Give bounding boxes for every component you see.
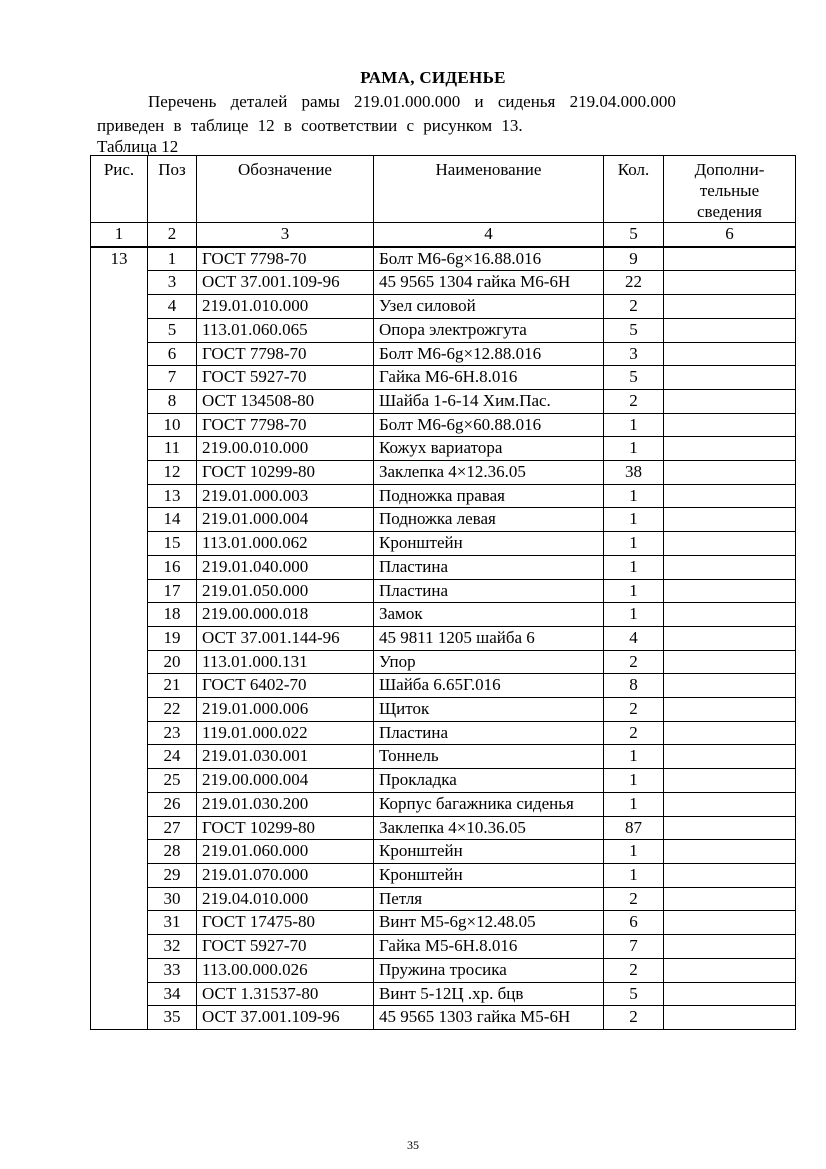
cell-code: ГОСТ 7798-70 [197, 342, 374, 366]
cell-code: 113.00.000.026 [197, 958, 374, 982]
cell-name: Кронштейн [374, 840, 604, 864]
cell-qty: 2 [604, 721, 664, 745]
cell-pos: 15 [148, 532, 197, 556]
cell-name: Кронштейн [374, 532, 604, 556]
header-pos: Поз [148, 156, 197, 223]
table-caption: Таблица 12 [97, 137, 179, 156]
header-fig: Рис. [91, 156, 148, 223]
cell-name: Заклепка 4×10.36.05 [374, 816, 604, 840]
cell-extra [664, 792, 796, 816]
cell-name: Подножка правая [374, 484, 604, 508]
cell-code: ОСТ 134508-80 [197, 389, 374, 413]
cell-name: Подножка левая [374, 508, 604, 532]
cell-code: ГОСТ 10299-80 [197, 461, 374, 485]
cell-qty: 2 [604, 389, 664, 413]
cell-code: 113.01.000.062 [197, 532, 374, 556]
cell-qty: 5 [604, 366, 664, 390]
cell-pos: 1 [148, 247, 197, 271]
cell-extra [664, 982, 796, 1006]
cell-extra [664, 247, 796, 271]
cell-extra [664, 887, 796, 911]
cell-qty: 1 [604, 603, 664, 627]
cell-name: Тоннель [374, 745, 604, 769]
table-row [91, 318, 796, 342]
cell-extra [664, 484, 796, 508]
cell-qty: 1 [604, 413, 664, 437]
cell-pos: 23 [148, 721, 197, 745]
table-row [91, 271, 796, 295]
table-row [91, 413, 796, 437]
cell-extra [664, 721, 796, 745]
cell-name: 45 9565 1303 гайка М5-6Н [374, 1006, 604, 1030]
column-number-row [91, 223, 796, 247]
page-number: 35 [407, 1138, 419, 1152]
cell-qty: 2 [604, 650, 664, 674]
cell-qty: 3 [604, 342, 664, 366]
cell-name: 45 9811 1205 шайба 6 [374, 626, 604, 650]
cell-extra [664, 674, 796, 698]
cell-pos: 28 [148, 840, 197, 864]
table-row [91, 555, 796, 579]
cell-code: 119.01.000.022 [197, 721, 374, 745]
cell-qty: 6 [604, 911, 664, 935]
cell-name: Болт М6-6g×12.88.016 [374, 342, 604, 366]
table-row [91, 816, 796, 840]
cell-pos: 20 [148, 650, 197, 674]
cell-extra [664, 366, 796, 390]
cell-name: Пластина [374, 555, 604, 579]
table-row [91, 769, 796, 793]
cell-qty: 1 [604, 555, 664, 579]
table-row [91, 745, 796, 769]
cell-qty: 1 [604, 745, 664, 769]
cell-qty: 1 [604, 532, 664, 556]
table-row [91, 508, 796, 532]
parts-table [90, 155, 796, 1030]
table-row [91, 366, 796, 390]
cell-code: 219.01.060.000 [197, 840, 374, 864]
column-number: 3 [197, 223, 374, 247]
cell-extra [664, 461, 796, 485]
cell-code: 219.00.000.004 [197, 769, 374, 793]
cell-qty: 2 [604, 1006, 664, 1030]
cell-pos: 25 [148, 769, 197, 793]
cell-qty: 1 [604, 769, 664, 793]
cell-extra [664, 389, 796, 413]
cell-code: 113.01.060.065 [197, 318, 374, 342]
cell-code: ОСТ 1.31537-80 [197, 982, 374, 1006]
cell-code: 219.04.010.000 [197, 887, 374, 911]
table-row [91, 603, 796, 627]
cell-pos: 14 [148, 508, 197, 532]
cell-qty: 1 [604, 437, 664, 461]
cell-name: Петля [374, 887, 604, 911]
cell-name: Шайба 6.65Г.016 [374, 674, 604, 698]
cell-code: 219.01.030.001 [197, 745, 374, 769]
cell-pos: 10 [148, 413, 197, 437]
cell-name: Упор [374, 650, 604, 674]
cell-name: 45 9565 1304 гайка М6-6Н [374, 271, 604, 295]
column-number: 5 [604, 223, 664, 247]
table-row [91, 792, 796, 816]
cell-qty: 1 [604, 863, 664, 887]
cell-pos: 27 [148, 816, 197, 840]
cell-qty: 87 [604, 816, 664, 840]
cell-extra [664, 342, 796, 366]
cell-extra [664, 863, 796, 887]
cell-name: Узел силовой [374, 295, 604, 319]
cell-pos: 29 [148, 863, 197, 887]
cell-pos: 21 [148, 674, 197, 698]
table-row [91, 247, 796, 271]
table-row [91, 342, 796, 366]
cell-extra [664, 437, 796, 461]
header-code: Обозначение [197, 156, 374, 223]
cell-extra [664, 603, 796, 627]
cell-pos: 24 [148, 745, 197, 769]
column-number: 6 [664, 223, 796, 247]
table-row [91, 982, 796, 1006]
cell-name: Заклепка 4×12.36.05 [374, 461, 604, 485]
table-row [91, 911, 796, 935]
cell-code: ГОСТ 5927-70 [197, 366, 374, 390]
cell-code: ОСТ 37.001.109-96 [197, 271, 374, 295]
cell-extra [664, 579, 796, 603]
cell-qty: 2 [604, 295, 664, 319]
cell-qty: 1 [604, 484, 664, 508]
cell-pos: 30 [148, 887, 197, 911]
cell-pos: 6 [148, 342, 197, 366]
cell-extra [664, 271, 796, 295]
cell-qty: 38 [604, 461, 664, 485]
cell-code: 113.01.000.131 [197, 650, 374, 674]
cell-pos: 31 [148, 911, 197, 935]
cell-pos: 33 [148, 958, 197, 982]
cell-extra [664, 650, 796, 674]
cell-qty: 4 [604, 626, 664, 650]
cell-code: ОСТ 37.001.109-96 [197, 1006, 374, 1030]
cell-name: Гайка М6-6Н.8.016 [374, 366, 604, 390]
cell-extra [664, 555, 796, 579]
cell-pos: 17 [148, 579, 197, 603]
cell-name: Кронштейн [374, 863, 604, 887]
cell-code: 219.00.000.018 [197, 603, 374, 627]
intro-line-2: приведен в таблице 12 в соответствии с рисунком 13. [97, 116, 523, 135]
cell-name: Прокладка [374, 769, 604, 793]
cell-extra [664, 745, 796, 769]
table-row [91, 437, 796, 461]
cell-figure: 13 [91, 247, 148, 1030]
cell-name: Гайка М5-6Н.8.016 [374, 935, 604, 959]
cell-extra [664, 295, 796, 319]
cell-qty: 8 [604, 674, 664, 698]
table-row [91, 532, 796, 556]
table-row [91, 461, 796, 485]
cell-code: ОСТ 37.001.144-96 [197, 626, 374, 650]
intro-line-1: Перечень деталей рамы 219.01.000.000 и сиденья 219.04.000.000 [148, 92, 676, 111]
cell-extra [664, 532, 796, 556]
column-number: 1 [91, 223, 148, 247]
table-row [91, 389, 796, 413]
cell-pos: 16 [148, 555, 197, 579]
cell-pos: 12 [148, 461, 197, 485]
cell-code: ГОСТ 7798-70 [197, 247, 374, 271]
cell-code: 219.01.000.004 [197, 508, 374, 532]
cell-pos: 8 [148, 389, 197, 413]
cell-qty: 22 [604, 271, 664, 295]
table-row [91, 626, 796, 650]
cell-code: 219.01.010.000 [197, 295, 374, 319]
cell-code: 219.01.000.006 [197, 698, 374, 722]
cell-qty: 1 [604, 579, 664, 603]
cell-qty: 1 [604, 840, 664, 864]
table-row [91, 721, 796, 745]
cell-name: Пластина [374, 721, 604, 745]
cell-code: 219.01.000.003 [197, 484, 374, 508]
cell-pos: 4 [148, 295, 197, 319]
table-row [91, 484, 796, 508]
table-row [91, 295, 796, 319]
cell-code: ГОСТ 6402-70 [197, 674, 374, 698]
cell-qty: 2 [604, 698, 664, 722]
cell-pos: 18 [148, 603, 197, 627]
cell-qty: 7 [604, 935, 664, 959]
cell-extra [664, 816, 796, 840]
cell-pos: 3 [148, 271, 197, 295]
cell-extra [664, 413, 796, 437]
column-number: 4 [374, 223, 604, 247]
cell-qty: 2 [604, 958, 664, 982]
cell-code: 219.01.050.000 [197, 579, 374, 603]
cell-pos: 34 [148, 982, 197, 1006]
cell-pos: 26 [148, 792, 197, 816]
cell-name: Винт 5-12Ц .хр. бцв [374, 982, 604, 1006]
cell-name: Шайба 1-6-14 Хим.Пас. [374, 389, 604, 413]
cell-pos: 13 [148, 484, 197, 508]
cell-extra [664, 911, 796, 935]
cell-pos: 19 [148, 626, 197, 650]
table-row [91, 674, 796, 698]
cell-code: ГОСТ 5927-70 [197, 935, 374, 959]
cell-name: Пружина тросика [374, 958, 604, 982]
column-number: 2 [148, 223, 197, 247]
cell-name: Болт М6-6g×16.88.016 [374, 247, 604, 271]
cell-code: 219.01.070.000 [197, 863, 374, 887]
cell-extra [664, 958, 796, 982]
cell-name: Корпус багажника сиденья [374, 792, 604, 816]
cell-extra [664, 698, 796, 722]
header-qty: Кол. [604, 156, 664, 223]
cell-extra [664, 840, 796, 864]
cell-name: Кожух вариатора [374, 437, 604, 461]
cell-extra [664, 935, 796, 959]
cell-extra [664, 318, 796, 342]
cell-code: 219.01.030.200 [197, 792, 374, 816]
table-row [91, 887, 796, 911]
cell-name: Опора электрожгута [374, 318, 604, 342]
table-row [91, 840, 796, 864]
table-row [91, 958, 796, 982]
cell-extra [664, 1006, 796, 1030]
cell-pos: 7 [148, 366, 197, 390]
cell-extra [664, 626, 796, 650]
cell-name: Винт М5-6g×12.48.05 [374, 911, 604, 935]
page-title: РАМА, СИДЕНЬЕ [360, 68, 506, 87]
table-row [91, 863, 796, 887]
table-row [91, 650, 796, 674]
table-row [91, 579, 796, 603]
cell-pos: 32 [148, 935, 197, 959]
table-row [91, 1006, 796, 1030]
header-extra: Дополни-тельные сведения [664, 156, 796, 223]
cell-code: ГОСТ 17475-80 [197, 911, 374, 935]
header-row [91, 156, 796, 223]
cell-code: 219.00.010.000 [197, 437, 374, 461]
cell-qty: 9 [604, 247, 664, 271]
cell-extra [664, 769, 796, 793]
cell-qty: 5 [604, 318, 664, 342]
cell-qty: 1 [604, 508, 664, 532]
cell-name: Щиток [374, 698, 604, 722]
cell-qty: 1 [604, 792, 664, 816]
cell-pos: 11 [148, 437, 197, 461]
table-row [91, 698, 796, 722]
cell-qty: 2 [604, 887, 664, 911]
table-row [91, 935, 796, 959]
header-name: Наименование [374, 156, 604, 223]
cell-extra [664, 508, 796, 532]
cell-pos: 5 [148, 318, 197, 342]
cell-pos: 35 [148, 1006, 197, 1030]
cell-name: Пластина [374, 579, 604, 603]
cell-code: ГОСТ 7798-70 [197, 413, 374, 437]
cell-name: Болт М6-6g×60.88.016 [374, 413, 604, 437]
cell-code: 219.01.040.000 [197, 555, 374, 579]
cell-pos: 22 [148, 698, 197, 722]
cell-qty: 5 [604, 982, 664, 1006]
cell-code: ГОСТ 10299-80 [197, 816, 374, 840]
cell-name: Замок [374, 603, 604, 627]
